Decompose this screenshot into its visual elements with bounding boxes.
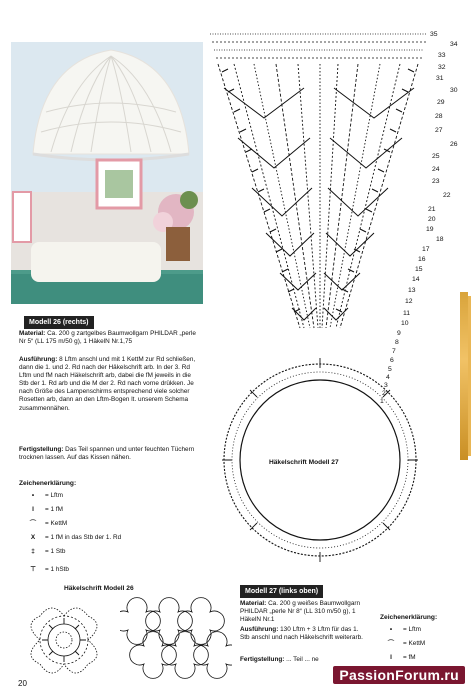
legend-row-26 — [26, 506, 63, 514]
ausfuehrung-label: Ausführung: — [19, 356, 58, 363]
row-number: 2 — [382, 390, 386, 397]
legend-symbol: • — [31, 492, 35, 499]
row-number: 28 — [435, 113, 443, 120]
row-number: 22 — [443, 192, 451, 199]
row-number: 6 — [390, 357, 394, 364]
row-number: 8 — [395, 339, 399, 346]
row-number: 19 — [426, 226, 434, 233]
legend-text: = Lftm — [45, 492, 63, 499]
chart-title-26: Häkelschrift Modell 26 — [64, 585, 134, 592]
row-number: 3 — [384, 382, 388, 389]
row-number: 15 — [415, 266, 423, 273]
legend-row-26 — [26, 492, 63, 500]
ausfuehrung-text: 130 Lftm + 3 Lftm für das 1. Stb anschl und nach Häkelschrift weiterarb. — [240, 626, 363, 642]
rosette-schema — [120, 594, 232, 684]
model-26-material — [19, 330, 202, 346]
row-number: 4 — [386, 374, 390, 381]
row-number: 20 — [428, 216, 436, 223]
fertig-text: Das Teil spannen und unter feuchten Tüchern trocknen lassen. Auf das Kissen nähen. — [19, 446, 195, 462]
legend-symbol: I — [390, 654, 392, 661]
legend-text: = 1 fM in das Stb der 1. Rd — [45, 534, 122, 541]
fertig-label: Fertigstellung: — [19, 446, 64, 453]
crochet-chart-27 — [204, 28, 436, 588]
legend-text: = KettM — [403, 640, 426, 647]
row-number: 26 — [450, 141, 458, 148]
row-number: 11 — [403, 310, 411, 317]
ausfuehrung-text: 8 Lftm anschl und mit 1 KettM zur Rd schließen, dann die 1. und 2. Rd nach der Häkelschrift arb. In der 3. Rd Lftm und fM nach Häkelschrift arb, dabei die fM jeweils in die Stb der 1. Rd arb und die M der 2. Rd nach vorne drükken. Je nach Größe des Lampenschirms entsprechend viele solcher Rosetten arb, dann an den Lftm-Bogen lt. unserem Schema zusammennähen. — [19, 356, 196, 412]
model-27-ausfuehrung — [240, 626, 365, 642]
material-text: Ca. 200 g zartgelbes Baumwollgarn PHILDAR „perle Nr 5“ (LL 175 m/50 g), 1 HäkelN Nr.1,75 — [19, 330, 196, 346]
legend-symbol: ⌒ — [387, 640, 395, 647]
legend-row-27 — [384, 626, 421, 634]
row-number: 34 — [450, 41, 458, 48]
model-26-caption: Modell 26 (rechts) — [24, 316, 94, 329]
row-number: 35 — [430, 31, 438, 38]
legend-symbol: X — [30, 534, 36, 541]
model-27-fertigstellung — [240, 656, 365, 664]
material-label: Material: — [240, 600, 267, 607]
site-watermark: PassionForum.ru — [333, 666, 465, 684]
material-label: Material: — [19, 330, 46, 337]
row-number: 17 — [422, 246, 430, 253]
ausfuehrung-label: Ausführung: — [240, 626, 279, 633]
row-number: 10 — [401, 320, 409, 327]
legend-text: = 1 fM — [45, 506, 63, 513]
row-number: 27 — [435, 127, 443, 134]
row-number: 24 — [432, 166, 440, 173]
legend-row-27 — [384, 640, 425, 648]
legend-text: = fM — [403, 654, 416, 661]
legend-row-26 — [26, 548, 65, 556]
legend-symbol: ⌒ — [29, 520, 37, 527]
legend-symbol: • — [389, 626, 393, 633]
model-26-fertigstellung — [19, 446, 202, 462]
legend-row-26 — [26, 566, 69, 574]
chart-title-27: Häkelschrift Modell 27 — [269, 459, 339, 466]
row-number: 21 — [428, 206, 436, 213]
model-26-ausfuehrung — [19, 356, 202, 413]
row-number: 7 — [392, 348, 396, 355]
page-edge-strip — [460, 292, 468, 460]
legend-title-26: Zeichenerklärung: — [19, 480, 77, 487]
row-number: 5 — [388, 366, 392, 373]
row-number: 33 — [438, 52, 446, 59]
row-number: 31 — [436, 75, 444, 82]
fertig-text: ... Teil ... ne — [286, 656, 319, 663]
row-number: 30 — [450, 87, 458, 94]
row-number: 25 — [432, 153, 440, 160]
row-number: 13 — [408, 287, 416, 294]
legend-text: = 1 Stb — [45, 548, 66, 555]
row-number: 14 — [412, 276, 420, 283]
page-number: 20 — [18, 679, 27, 688]
legend-row-26 — [26, 534, 121, 542]
rosette-diagram — [18, 594, 110, 686]
legend-text: = 1 hStb — [45, 566, 69, 573]
model-27-material — [240, 600, 365, 624]
legend-row-26 — [26, 520, 67, 528]
row-number: 9 — [397, 330, 401, 337]
row-number: 18 — [436, 236, 444, 243]
legend-row-27 — [384, 654, 416, 662]
legend-symbol: I — [32, 506, 34, 513]
legend-text: = KettM — [45, 520, 68, 527]
legend-symbol: ‡ — [31, 548, 35, 555]
fertig-label: Fertigstellung: — [240, 656, 285, 663]
material-text: Ca. 200 g weißes Baumwollgarn PHILDAR „perle Nr 8“ (LL 310 m/50 g), 1 HäkelN Nr.1 — [240, 600, 361, 624]
row-number: 16 — [418, 256, 426, 263]
legend-symbol: ⊤ — [30, 566, 36, 573]
model-27-caption: Modell 27 (links oben) — [240, 585, 323, 598]
row-number: 29 — [437, 99, 445, 106]
lampshade-photo — [11, 42, 203, 304]
row-number: 12 — [405, 298, 413, 305]
legend-text: = Lftm — [403, 626, 421, 633]
row-number: 1 — [380, 398, 384, 405]
row-number: 23 — [432, 178, 440, 185]
row-number: 32 — [438, 64, 446, 71]
legend-title-27: Zeichenerklärung: — [380, 614, 438, 621]
